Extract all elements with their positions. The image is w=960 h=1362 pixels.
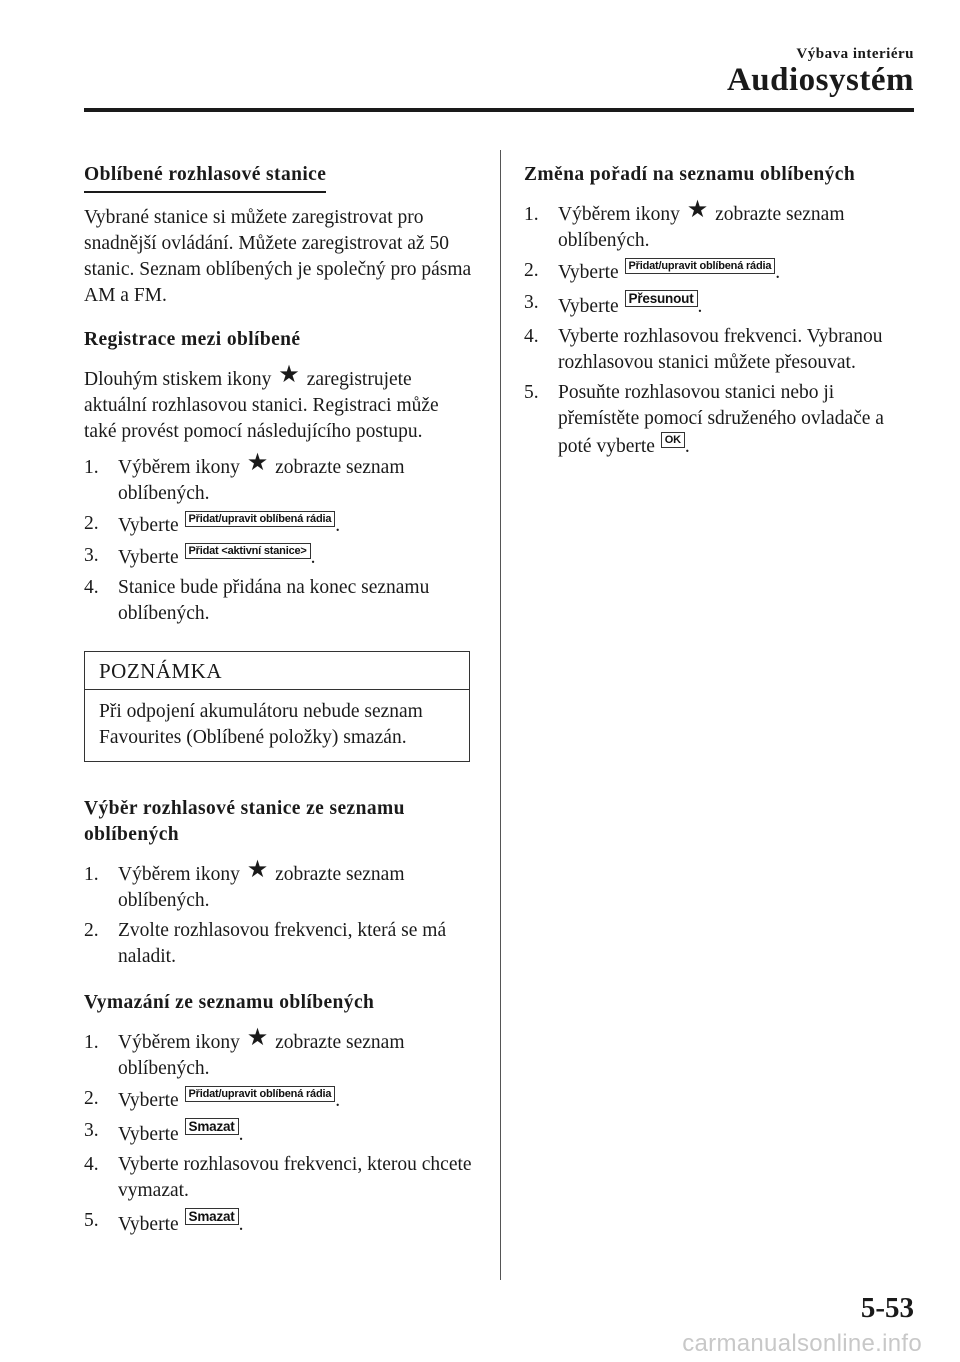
star-icon: ★ xyxy=(246,855,269,883)
star-icon: ★ xyxy=(246,448,269,476)
note-box xyxy=(84,651,470,762)
step-text: Stanice bude přidána na konec seznamu oblíbených. xyxy=(118,577,430,624)
step-number: 3. xyxy=(524,292,539,313)
step-text: Zvolte rozhlasovou frekvenci, která se má naladit. xyxy=(118,920,447,967)
header-title: Audiosystém xyxy=(726,62,914,98)
list-item xyxy=(524,324,914,376)
step-number: 5. xyxy=(524,382,539,403)
delete-steps xyxy=(84,1023,474,1238)
delete-button[interactable]: Smazat xyxy=(185,1118,239,1135)
delete-heading: Vymazání ze seznamu oblíbených xyxy=(84,992,375,1013)
list-item: 2. Vyberte Přidat/upravit oblíbená rádia . xyxy=(524,260,781,283)
note-title: POZNÁMKA xyxy=(85,652,469,690)
page-number: 5-53 xyxy=(860,1292,914,1324)
list-item xyxy=(84,1152,474,1204)
step-text: zobrazte seznam oblíbených. xyxy=(118,1032,405,1079)
move-button[interactable]: Přesunout xyxy=(625,290,698,307)
star-icon: ★ xyxy=(278,360,300,388)
step-text: Vyberte xyxy=(558,262,619,283)
list-item: 3. Vyberte Přesunout . xyxy=(524,291,703,317)
list-item xyxy=(84,1023,474,1082)
step-text: Výběrem ikony xyxy=(118,457,240,478)
select-heading: Výběr rozhlasové stanice ze seznamu oblíbených xyxy=(84,798,405,845)
add-active-station-button[interactable]: Přidat <aktivní stanice> xyxy=(185,543,311,559)
section-heading-favourites: Oblíbené rozhlasové stanice xyxy=(84,162,326,193)
step-text: Výběrem ikony xyxy=(118,864,240,885)
step-text: Výběrem ikony xyxy=(118,1032,240,1053)
step-text: zobrazte seznam oblíbených. xyxy=(118,457,405,504)
note-text: Při odpojení akumulátoru nebude seznam Favourites (Oblíbené položky) smazán. xyxy=(99,701,423,748)
step-text: zobrazte seznam oblíbených. xyxy=(118,864,405,911)
star-icon: ★ xyxy=(686,195,709,223)
step-text: Vyberte xyxy=(118,547,179,568)
step-number: 4. xyxy=(84,577,99,598)
step-number: 1. xyxy=(524,204,539,225)
step-number: 1. xyxy=(84,864,99,885)
select-steps xyxy=(84,855,474,970)
list-item: 2. Vyberte Přidat/upravit oblíbená rádia . xyxy=(84,1088,341,1111)
step-number: 1. xyxy=(84,457,99,478)
step-text: Posuňte rozhlasovou stanici nebo ji přemístěte pomocí sdruženého ovladače a poté vyberte xyxy=(558,382,884,457)
list-item: 5. Posuňte rozhlasovou stanici nebo ji přemístěte pomocí sdruženého ovladače a poté vyberte OK . xyxy=(524,382,884,457)
watermark: carmanualsonline.info xyxy=(682,1330,922,1357)
column-divider xyxy=(500,150,501,1280)
step-text: Vyberte xyxy=(558,296,619,317)
reorder-heading: Změna pořadí na seznamu oblíbených xyxy=(524,164,856,185)
step-number: 4. xyxy=(84,1154,99,1175)
step-text: Vyberte xyxy=(118,1214,179,1235)
register-steps xyxy=(84,448,474,627)
add-edit-favourites-button[interactable]: Přidat/upravit oblíbená rádia xyxy=(185,511,336,527)
header-rule xyxy=(84,108,914,112)
step-text: zobrazte seznam oblíbených. xyxy=(558,204,845,251)
left-column xyxy=(84,162,474,1242)
add-edit-favourites-button[interactable]: Přidat/upravit oblíbená rádia xyxy=(185,1086,336,1102)
step-number: 1. xyxy=(84,1032,99,1053)
step-number: 5. xyxy=(84,1210,99,1231)
step-number: 3. xyxy=(84,545,99,566)
register-heading: Registrace mezi oblíbené xyxy=(84,329,301,350)
step-number: 2. xyxy=(84,920,99,941)
step-text: Vyberte rozhlasovou frekvenci. Vybranou rozhlasovou stanici můžete přesouvat. xyxy=(558,326,883,373)
step-number: 3. xyxy=(84,1120,99,1141)
step-number: 2. xyxy=(84,1088,99,1109)
add-edit-favourites-button[interactable]: Přidat/upravit oblíbená rádia xyxy=(625,258,776,274)
delete-button[interactable]: Smazat xyxy=(185,1208,239,1225)
intro-paragraph: Vybrané stanice si můžete zaregistrovat pro snadnější ovládání. Můžete zaregistrovat až 50 stanic. Seznam oblíbených je společný pro pásma AM a FM. xyxy=(84,207,472,306)
reorder-steps xyxy=(524,195,914,460)
step-text: Vyberte xyxy=(118,515,179,536)
register-text-b: zaregistrujete aktuální rozhlasovou stanici. Registraci může také provést pomocí následujícího postupu. xyxy=(84,369,439,442)
step-number: 2. xyxy=(84,513,99,534)
list-item: 5. Vyberte Smazat . xyxy=(84,1209,244,1235)
list-item xyxy=(84,575,474,627)
step-text: Vyberte rozhlasovou frekvenci, kterou chcete vymazat. xyxy=(118,1154,472,1201)
header-section: Výbava interiéru xyxy=(796,46,914,62)
step-text: Výběrem ikony xyxy=(558,204,680,225)
list-item xyxy=(524,195,914,254)
step-text: Vyberte xyxy=(118,1124,179,1145)
ok-button[interactable]: OK xyxy=(661,432,685,448)
step-text: Vyberte xyxy=(118,1090,179,1111)
step-number: 2. xyxy=(524,260,539,281)
list-item: 3. Vyberte Smazat . xyxy=(84,1119,244,1145)
register-text-a: Dlouhým stiskem ikony xyxy=(84,369,272,390)
list-item: 2. Vyberte Přidat/upravit oblíbená rádia . xyxy=(84,513,341,536)
list-item: 3. Vyberte Přidat <aktivní stanice> . xyxy=(84,545,316,568)
step-number: 4. xyxy=(524,326,539,347)
register-paragraph xyxy=(84,360,474,445)
right-column xyxy=(524,162,914,464)
list-item xyxy=(84,448,474,507)
list-item xyxy=(84,855,474,914)
list-item xyxy=(84,918,474,970)
star-icon: ★ xyxy=(246,1023,269,1051)
